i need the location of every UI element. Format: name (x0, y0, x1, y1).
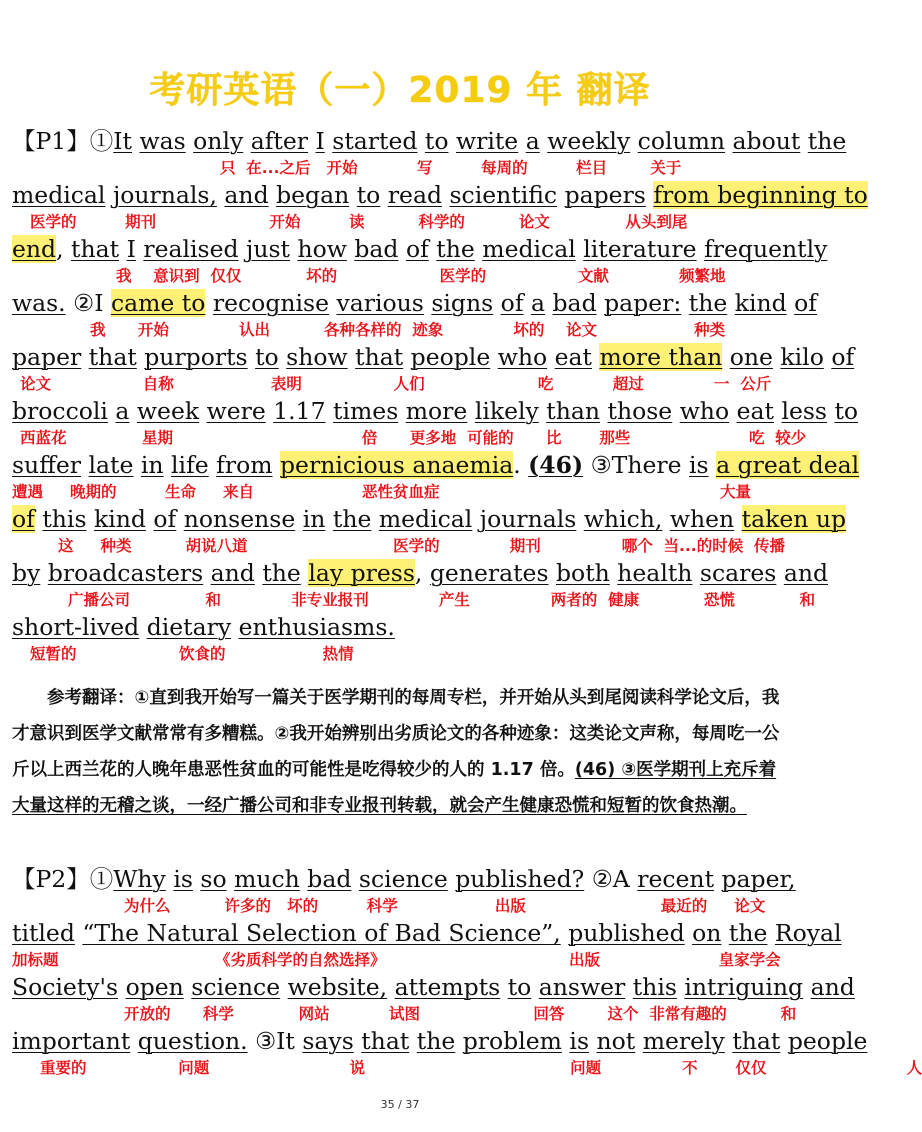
p1-gloss-4: 我 开始 认出 各种各样的 迹象 坏的 论文 种类 (90, 321, 726, 339)
p1-line-6: broccoli a week were 1.17 times more likely than those who eat less to (12, 397, 859, 425)
p1-gloss-5: 论文 自称 表明 人们 吃 超过 一 公斤 (20, 375, 772, 393)
p1-gloss-9: 广播公司 和 非专业报刊 产生 两者的 健康 恐慌 和 (68, 591, 816, 609)
p2-gloss-3: 开放的 科学 网站 试图 回答 这个 非常有趣的 和 (124, 1005, 797, 1023)
p2-line-3: Society's open science website, attempts to answer this intriguing and (12, 973, 855, 1001)
p2-line-2: titled “The Natural Selection of Bad Science”, published on the Royal (12, 919, 842, 947)
p1-line-2: medical journals, and began to read scientific papers from beginning to (12, 181, 868, 209)
p2-gloss-1: 为什么 许多的 坏的 科学 出版 最近的 论文 (124, 897, 766, 915)
p1-gloss-6: 西蓝花 星期 倍 更多地 可能的 比 那些 吃 较少 (20, 429, 807, 447)
p1-gloss-8: 这 种类 胡说八道 医学的 期刊 哪个 当...的时候 传播 (58, 537, 785, 555)
page-title: 考研英语（一）2019 年 翻译 (149, 70, 651, 111)
p2-line-1: 【P2】①Why is so much bad science published? ②A recent paper, (12, 865, 796, 893)
p1-line-3: end, that I realised just how bad of the medical literature frequently (12, 235, 828, 263)
translation-label: 参考翻译： (47, 688, 135, 708)
p1-line-7: suffer late in life from pernicious anaemia. (46) ③There is a great deal (12, 451, 860, 479)
p2-gloss-4: 重要的 问题 说 问题 不 仅仅 人 (40, 1059, 922, 1077)
p2-gloss-2: 加标题 《劣质科学的自然选择》 出版 皇家学会 (12, 951, 781, 969)
p1-gloss-1: 只 在...之后 开始 写 每周的 栏目 关于 (220, 159, 682, 177)
reference-translation-p1 (12, 680, 788, 824)
p1-gloss-10: 短暂的 饮食的 热情 (30, 645, 354, 663)
p1-gloss-7: 遭遇 晚期的 生命 来自 恶性贫血症 大量 (12, 483, 752, 501)
p2-line-4: important question. ③It says that the problem is not merely that people (12, 1027, 868, 1055)
translation-text: ①直到我开始写一篇关于医学期刊的每周专栏，并开始从头到尾阅读科学论文后，我才意识到医学文献常常有多糟糕。②我开始辨别出劣质论文的各种迹象：这类论文声称，每周吃一公斤以上西兰花的人晚年患恶性贫血的可能性是吃得较少的人的 1.17 倍。 (12, 688, 780, 780)
p1-line-8: of this kind of nonsense in the medical journals which, when taken up (12, 505, 847, 533)
p1-line-9: by broadcasters and the lay press, generates both health scares and (12, 559, 829, 587)
p1-line-1: 【P1】①It was only after I started to write a weekly column about the (12, 127, 847, 155)
p1-gloss-2: 医学的 期刊 开始 读 科学的 论文 从头到尾 (30, 213, 688, 231)
p1-line-10: short-lived dietary enthusiasms. (12, 613, 395, 641)
p1-gloss-3: 我 意识到 仅仅 坏的 医学的 文献 频繁地 (116, 267, 726, 285)
translation-underlined: (46) ③医学期刊上充斥着大量这样的无稽之谈，一经广播公司和非专业报刊转载，就会产生健康恐慌和短暂的饮食热潮。 (12, 760, 777, 816)
p1-line-5: paper that purports to show that people who eat more than one kilo of (12, 343, 855, 371)
p1-line-4: was. ②I came to recognise various signs of a bad paper: the kind of (12, 289, 818, 317)
page-number: 35 / 37 (380, 1098, 420, 1111)
